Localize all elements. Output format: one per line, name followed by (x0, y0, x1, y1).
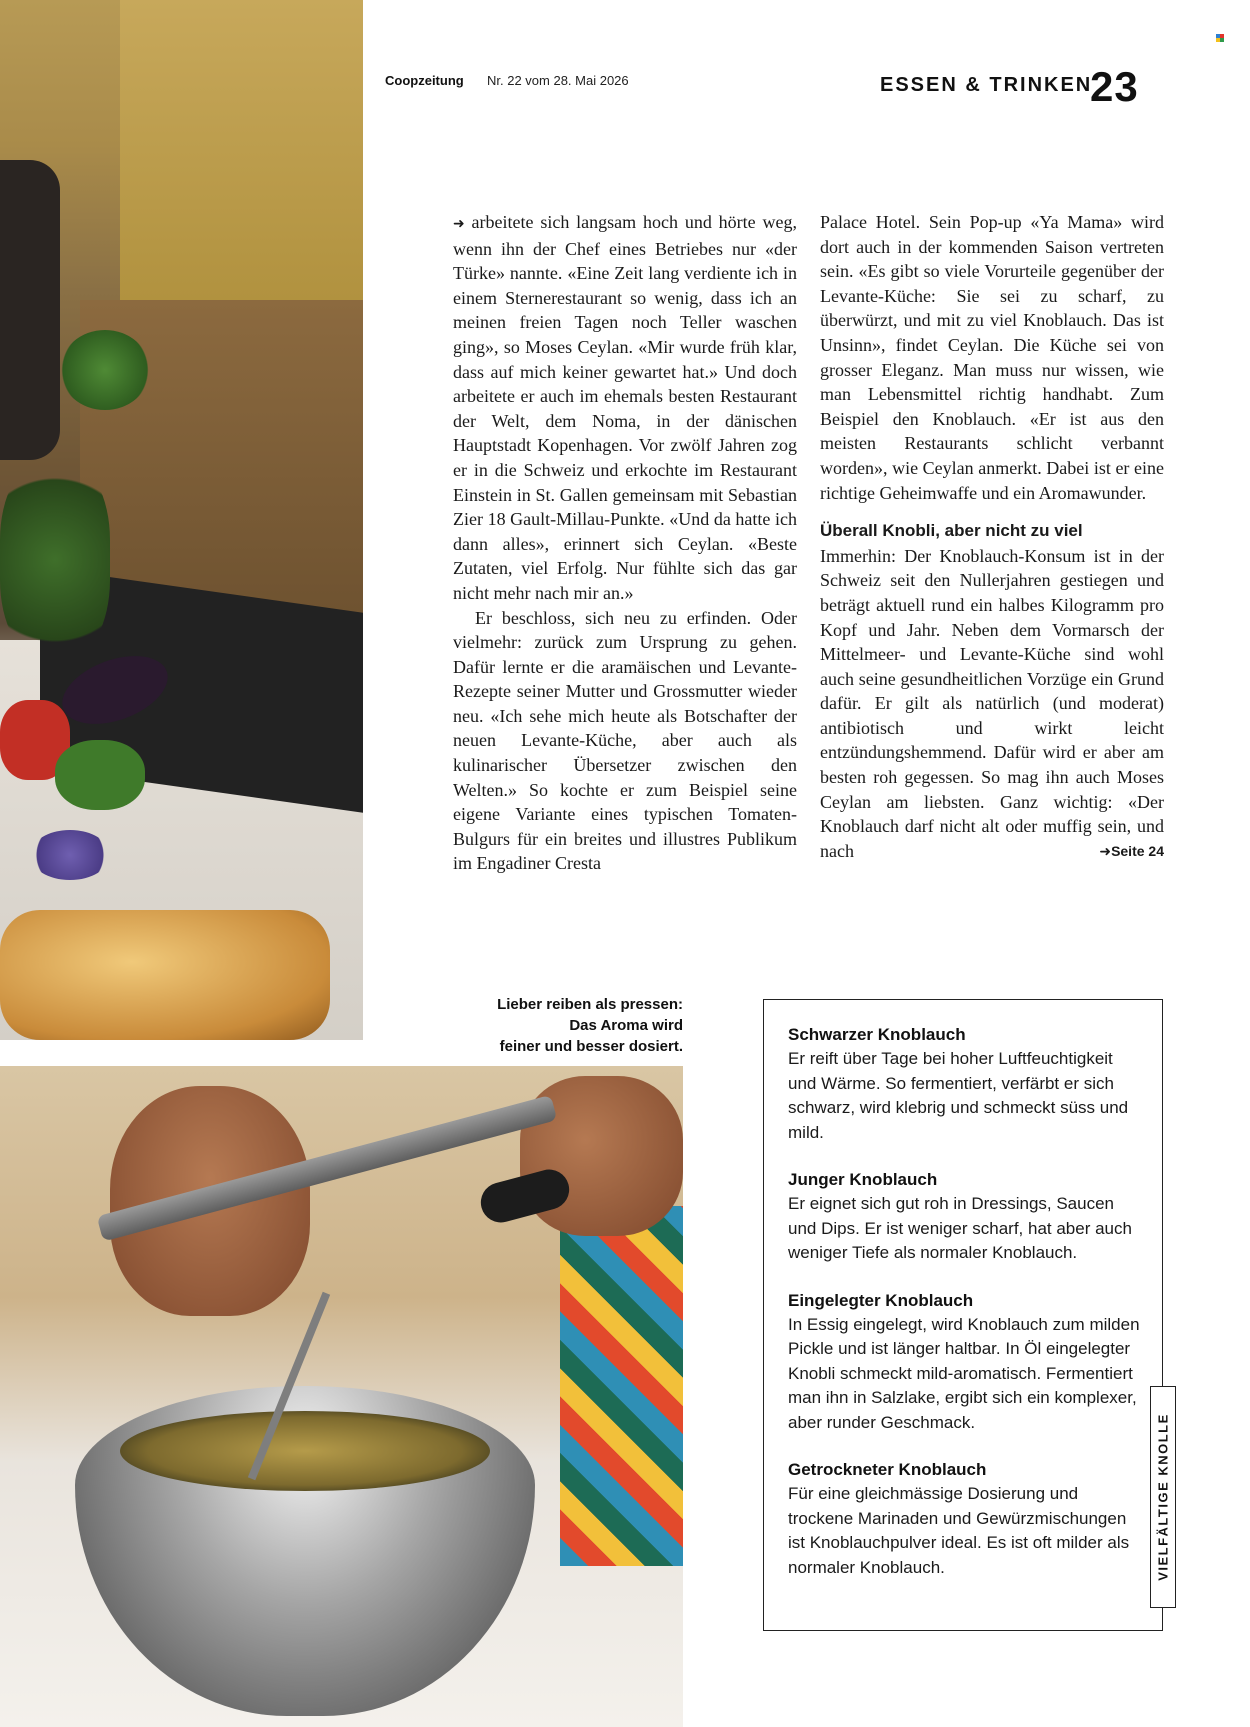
caption-line: feiner und besser dosiert. (499, 1038, 683, 1055)
info-item-title: Eingelegter Knoblauch (788, 1290, 974, 1310)
info-item-dried-garlic (788, 1457, 1140, 1580)
continued-arrow-icon: ➜ (453, 216, 472, 232)
chef-arm (0, 160, 60, 460)
info-item-text: Er reift über Tage bei hoher Luftfeuchtigkeit und Wärme. So fermentiert, verfärbt er sich schwarz, wird klebrig und schmeckt süss und mild. (788, 1049, 1129, 1142)
green-tomato (55, 740, 145, 810)
article-paragraph: Immerhin: Der Knoblauch-Konsum ist in der Schweiz seit den Nullerjahren gestiegen und beträgt aktuell rund ein halbes Kilogramm pro Kopf und Jahr. Neben dem Vormarsch der Mittelmeer- und Levante-Küche sind wohl auch seine gesundheitlichen Vorzüge ein Grund dafür. Er gilt als natürlich (und moderat) antibiotisch und wirkt leicht entzündungshemmend. Dafür wird er aber am besten roh gegessen. So mag ihn auch Moses Ceylan am liebsten. Ganz wichtig: «Der Knoblauch darf nicht alt oder muffig sein, und nach ➜Seite 24 (820, 544, 1164, 864)
info-item-title: Getrockneter Knoblauch (788, 1460, 987, 1479)
side-label-text: VIELFÄLTIGE KNOLLE (1155, 1413, 1171, 1581)
kitchen-shelf (120, 0, 363, 300)
caption-line: Das Aroma wird (569, 1017, 683, 1034)
page-number: 23 (1090, 63, 1139, 110)
info-item-title: Schwarzer Knoblauch (788, 1025, 966, 1044)
herb-plant (0, 460, 110, 660)
info-item-text: In Essig eingelegt, wird Knoblauch zum milden Pickle und ist länger haltbar. In Öl eingelegter Knobli schmeckt mild-aromatisch. Fermentiert man ihn in Salzlake, ergibt sich ein komplexer, aber runder Geschmack. (788, 1314, 1140, 1432)
article-paragraph: Er beschloss, sich neu zu erfinden. Oder vielmehr: zurück zum Ursprung zu gehen. Dafür lernte er die aramäischen und Levante-Rezepte seiner Mutter und Grossmutter wieder neu. «Ich sehe mich heute als Botschafter der neuen Levante-Küche, aber auch als kulinarischer Übersetzer zwischen den Welten.» So kochte er zum Beispiel seine eigene Variante eines typischen Tomaten-Bulgurs für ein breites und illustres Publikum im Engadiner Cresta (453, 607, 797, 874)
info-item-title: Junger Knoblauch (788, 1170, 938, 1189)
section-title: ESSEN & TRINKEN (880, 74, 1093, 96)
box-side-label (1150, 1386, 1176, 1608)
photo-caption (440, 994, 683, 1057)
arrow-right-icon: ➜ (1099, 843, 1112, 860)
patterned-fabric (560, 1206, 683, 1566)
article-column-2 (820, 210, 1164, 864)
parsley-bunch (60, 330, 150, 410)
article-paragraph: ➜ arbeitete sich langsam hoch und hörte weg, wenn ihn der Chef eines Betriebes nur «der Türke» nannte. «Eine Zeit lang verdiente ich in einem Sternerestaurant so wenig, dass ich an meinen freien Tagen noch Teller waschen ging», so Moses Ceylan. «Mir wurde früh klar, dass auf mich keiner gewartet hat.» Und doch arbeitete er auch im ehemals besten Restaurant der Welt, dem Noma, in der dänischen Hauptstadt Kopenhagen. Vor zwölf Jahren zog er in die Schweiz und erkochte im Restaurant Einstein in St. Gallen gemeinsam mit Sebastian Zier 18 Gault-Millau-Punkte. «Und da hatte ich dann alles», erinnert sich Ceylan. «Beste Zutaten, viel Erfolg. Nur fühlte sich das gar nicht mehr nach mir an.» (453, 212, 797, 603)
info-item-young-garlic (788, 1167, 1140, 1266)
bulgur-salad (120, 1411, 490, 1491)
kitchen-photo (0, 0, 363, 1040)
edible-flowers (30, 830, 110, 880)
garlic-types-box (763, 999, 1163, 1631)
article-paragraph: Palace Hotel. Sein Pop-up «Ya Mama» wird dort auch in der kommenden Saison vertreten sein. «Es gibt so viele Vorurteile gegenüber der Levante-Küche: Sie sei zu scharf, zu überwürzt, und mit zu viel Knoblauch. Das ist Unsinn», findet Ceylan. Die Küche sei von grosser Eleganz. Man muss nur wissen, wie man Lebensmittel richtig handhabt. Zum Beispiel den Knoblauch. «Er ist aus den meisten Restaurants schlicht verbannt worden», wie Ceylan anmerkt. Dabei ist er eine richtige Geheimwaffe und ein Aromawunder. (820, 212, 1164, 503)
info-item-text: Er eignet sich gut roh in Dressings, Saucen und Dips. Er ist weniger scharf, hat aber auch weniger Tiefe als normaler Knoblauch. (788, 1194, 1132, 1262)
article-subheading: Überall Knobli, aber nicht zu viel (820, 521, 1083, 541)
info-item-black-garlic (788, 1022, 1140, 1145)
grating-photo (0, 1066, 683, 1727)
article-column-1 (453, 210, 797, 876)
info-item-text: Für eine gleichmässige Dosierung und trockene Marinaden und Gewürzmischungen ist Knoblauchpulver ideal. Es ist oft milder als normaler Knoblauch. (788, 1484, 1130, 1577)
color-mark-icon (1216, 34, 1224, 42)
flatbread (0, 910, 330, 1040)
publication-name: Coopzeitung (385, 73, 464, 88)
info-item-pickled-garlic (788, 1288, 1140, 1436)
caption-line: Lieber reiben als pressen: (497, 996, 683, 1013)
issue-date: Nr. 22 vom 28. Mai 2026 (487, 73, 629, 88)
continue-reference[interactable]: ➜Seite 24 (1099, 842, 1164, 860)
